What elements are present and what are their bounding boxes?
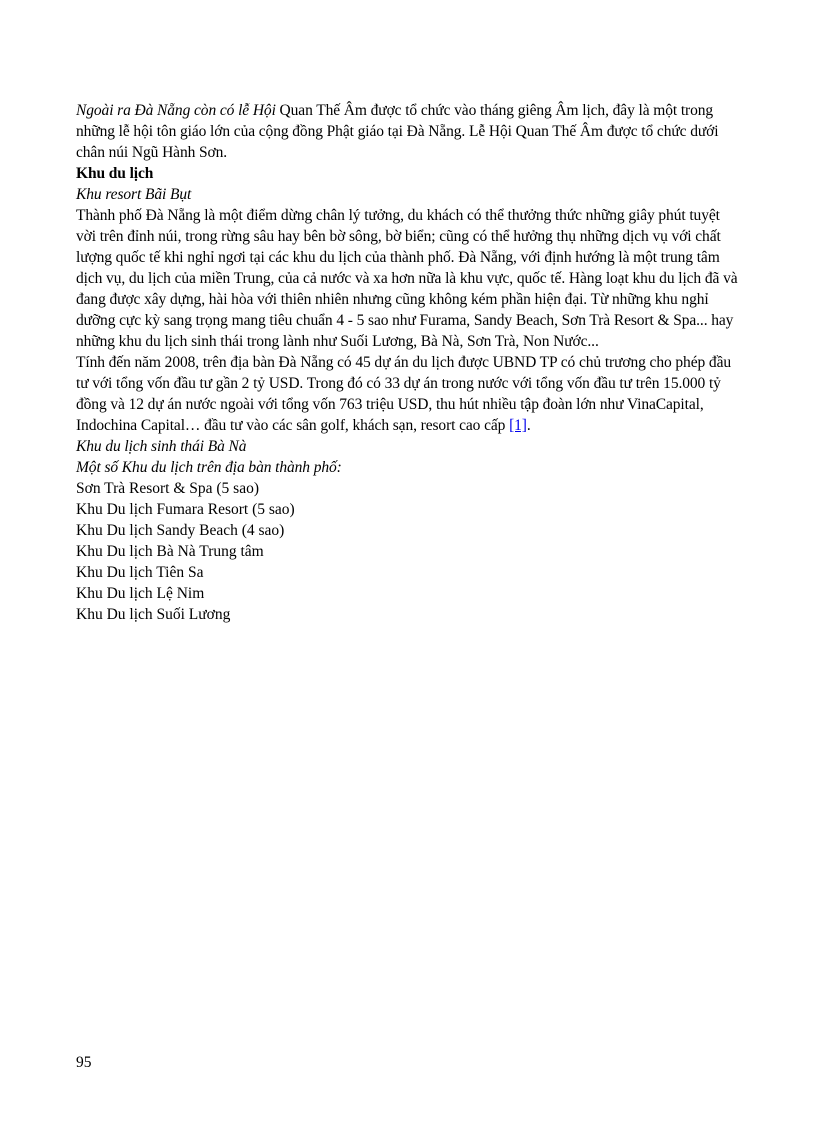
festival-text: Quan Thế Âm được tổ chức vào tháng giêng Âm lịch, đây là một trong những lễ hội tôn giáo lớn của cộng đồng Phật giáo tại Đà Nẵng. Lễ Hội Quan Thế Âm được tổ chức dưới chân núi Ngũ Hành Sơn. bbox=[76, 102, 719, 161]
list-item: Khu Du lịch Lệ Nim bbox=[76, 585, 205, 602]
list-item: Khu Du lịch Tiên Sa bbox=[76, 564, 204, 581]
list-intro: Một số Khu du lịch trên địa bàn thành phố: bbox=[76, 459, 342, 476]
subheading-ba-na: Khu du lịch sinh thái Bà Nà bbox=[76, 438, 247, 455]
resort-list bbox=[76, 478, 740, 625]
list-item: Khu Du lịch Suối Lương bbox=[76, 606, 231, 623]
list-item: Khu Du lịch Fumara Resort (5 sao) bbox=[76, 501, 295, 518]
list-item: Sơn Trà Resort & Spa (5 sao) bbox=[76, 480, 260, 497]
paragraph-2-end: . bbox=[526, 417, 531, 434]
reference-link[interactable]: [1] bbox=[509, 417, 527, 434]
document-page bbox=[76, 100, 740, 625]
list-item: Khu Du lịch Bà Nà Trung tâm bbox=[76, 543, 264, 560]
subheading-bai-but: Khu resort Bãi Bụt bbox=[76, 186, 192, 203]
festival-lead: Ngoài ra Đà Nẵng còn có lễ Hội bbox=[76, 102, 276, 119]
festival-paragraph bbox=[76, 100, 740, 163]
page-number: 95 bbox=[76, 1054, 92, 1071]
paragraph-2-text: Tính đến năm 2008, trên địa bàn Đà Nẵng có 45 dự án du lịch được UBND TP có chủ trương cho phép đầu tư với tổng vốn đầu tư gần 2 tỷ USD. Trong đó có 33 dự án trong nước với tổng vốn đầu tư trên 15.000 tỷ đồng và 12 dự án nước ngoài với tổng vốn 763 triệu USD, thu hút nhiều tập đoàn lớn như VinaCapital, Indochina Capital… đầu tư vào các sân golf, khách sạn, resort cao cấp bbox=[76, 354, 731, 434]
paragraph-2 bbox=[76, 352, 740, 436]
section-heading: Khu du lịch bbox=[76, 165, 154, 182]
paragraph-1: Thành phố Đà Nẵng là một điểm dừng chân lý tưởng, du khách có thể thưởng thức những giây phút tuyệt vời trên đỉnh núi, trong rừng sâu hay bên bờ sông, bờ biển; cũng có thể hưởng thụ những dịch vụ với chất lượng quốc tế khi nghỉ ngơi tại các khu du lịch của thành phố. Đà Nẵng, với định hướng là một trung tâm dịch vụ, du lịch của miền Trung, của cả nước và xa hơn nữa là khu vực, quốc tế. Hàng loạt khu du lịch đã và đang được xây dựng, hài hòa với thiên nhiên nhưng cũng không kém phần hiện đại. Từ những khu nghỉ dưỡng cực kỳ sang trọng mang tiêu chuẩn 4 - 5 sao như Furama, Sandy Beach, Sơn Trà Resort & Spa... hay những khu du lịch sinh thái trong lành như Suối Lương, Bà Nà, Sơn Trà, Non Nước... bbox=[76, 207, 738, 350]
list-item: Khu Du lịch Sandy Beach (4 sao) bbox=[76, 522, 285, 539]
